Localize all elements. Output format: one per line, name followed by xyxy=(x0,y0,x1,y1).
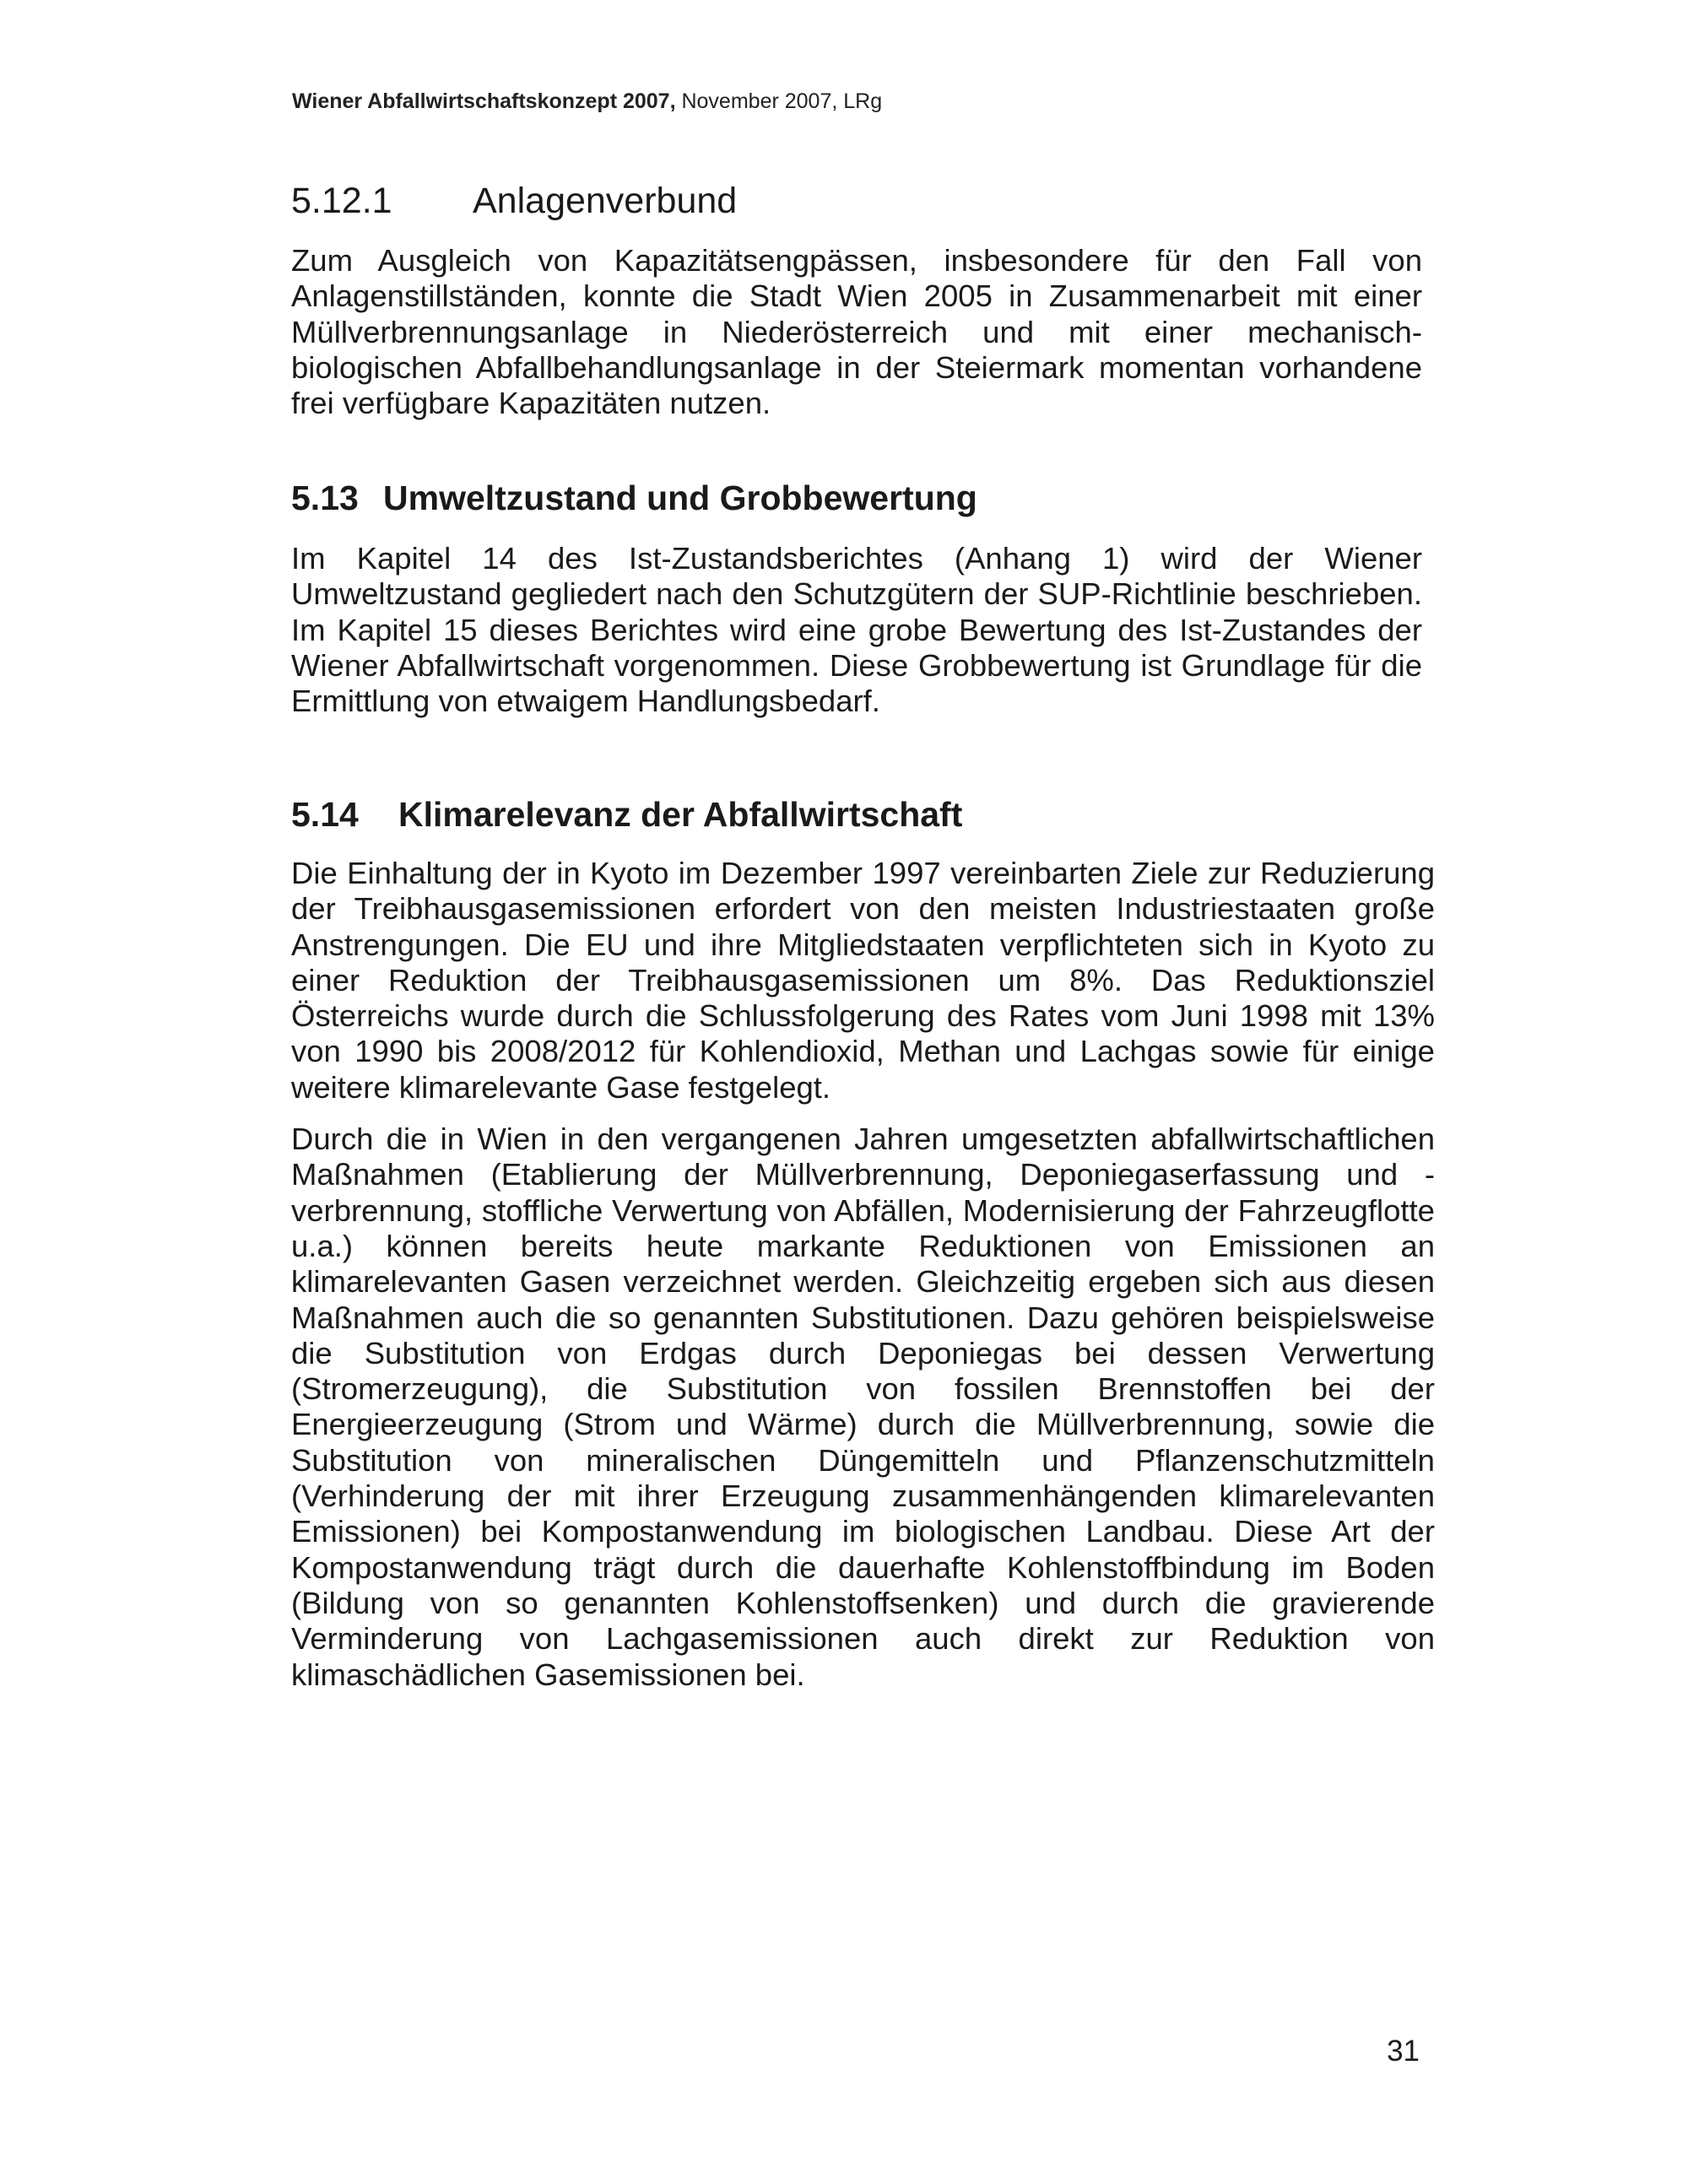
heading-title: Anlagenverbund xyxy=(473,181,738,221)
paragraph: Im Kapitel 14 des Ist-Zustandsberichtes (Anhang 1) wird der Wiener Umweltzustand gegliedert nach den Schutzgütern der SUP-Richtlinie beschrieben. Im Kapitel 15 dieses Berichtes wird eine grobe Bewertung des Ist-Zustandes der Wiener Abfallwirtschaft vorgenommen. Diese Grobbewertung ist Grundlage für die Ermittlung von etwaigem Handlungsbedarf. xyxy=(291,541,1422,719)
section-5-13-body xyxy=(291,541,1422,719)
section-5-12-1-body xyxy=(291,243,1422,421)
heading-5-12-1 xyxy=(291,181,737,222)
heading-5-13 xyxy=(291,478,977,518)
page-number: 31 xyxy=(1387,2035,1420,2068)
heading-title: Umweltzustand und Grobbewertung xyxy=(383,478,977,517)
heading-title: Klimarelevanz der Abfallwirtschaft xyxy=(398,795,963,834)
paragraph: Durch die in Wien in den vergangenen Jahren umgesetzten abfallwirtschaftlichen Maßnahmen (Etablierung der Müllverbrennung, Deponiegaserfassung und -verbrennung, stoffliche Verwertung von Abfällen, Modernisierung der Fahrzeugflotte u.a.) können bereits heute markante Reduktionen von Emissionen an klimarelevanten Gasen verzeichnet werden. Gleichzeitig ergeben sich aus diesen Maßnahmen auch die so genannten Substitutionen. Dazu gehören beispielsweise die Substitution von Erdgas durch Deponiegas bei dessen Verwertung (Stromerzeugung), die Substitution von fossilen Brennstoffen bei der Energieerzeugung (Strom und Wärme) durch die Müllverbrennung, sowie die Substitution von mineralischen Düngemitteln und Pflanzenschutzmitteln (Verhinderung der mit ihrer Erzeugung zusammenhängenden klimarelevanten Emissionen) bei Kompostanwendung im biologischen Landbau. Diese Art der Kompostanwendung trägt durch die dauerhafte Kohlenstoffbindung im Boden (Bildung von so genannten Kohlenstoffsenken) und durch die gravierende Verminderung von Lachgasemissionen auch direkt zur Reduktion von klimaschädlichen Gasemissionen bei. xyxy=(291,1122,1435,1692)
paragraph: Die Einhaltung der in Kyoto im Dezember 1997 vereinbarten Ziele zur Reduzierung der Treibhausgasemissionen erfordert von den meisten Industriestaaten große Anstrengungen. Die EU und ihre Mitgliedstaaten verpflichteten sich in Kyoto zu einer Reduktion der Treibhausgasemissionen um 8%. Das Reduktionsziel Österreichs wurde durch die Schlussfolgerung des Rates vom Juni 1998 mit 13% von 1990 bis 2008/2012 für Kohlendioxid, Methan und Lachgas sowie für einige weitere klimarelevante Gase festgelegt. xyxy=(291,856,1435,1105)
running-header xyxy=(292,89,882,114)
paragraph: Zum Ausgleich von Kapazitätsengpässen, insbesondere für den Fall von Anlagenstillständen, konnte die Stadt Wien 2005 in Zusammenarbeit mit einer Müllverbrennungsanlage in Niederösterreich und mit einer mechanisch-biologischen Abfallbehandlungsanlage in der Steiermark momentan vorhandene frei verfügbare Kapazitäten nutzen. xyxy=(291,243,1422,421)
heading-number: 5.12.1 xyxy=(291,181,392,221)
heading-5-14 xyxy=(291,795,962,835)
running-header-title: Wiener Abfallwirtschaftskonzept 2007, xyxy=(292,89,676,113)
heading-number: 5.14 xyxy=(291,795,359,834)
running-header-date: November 2007, LRg xyxy=(675,89,883,113)
section-5-14-body xyxy=(291,856,1435,1693)
heading-number: 5.13 xyxy=(291,478,359,517)
